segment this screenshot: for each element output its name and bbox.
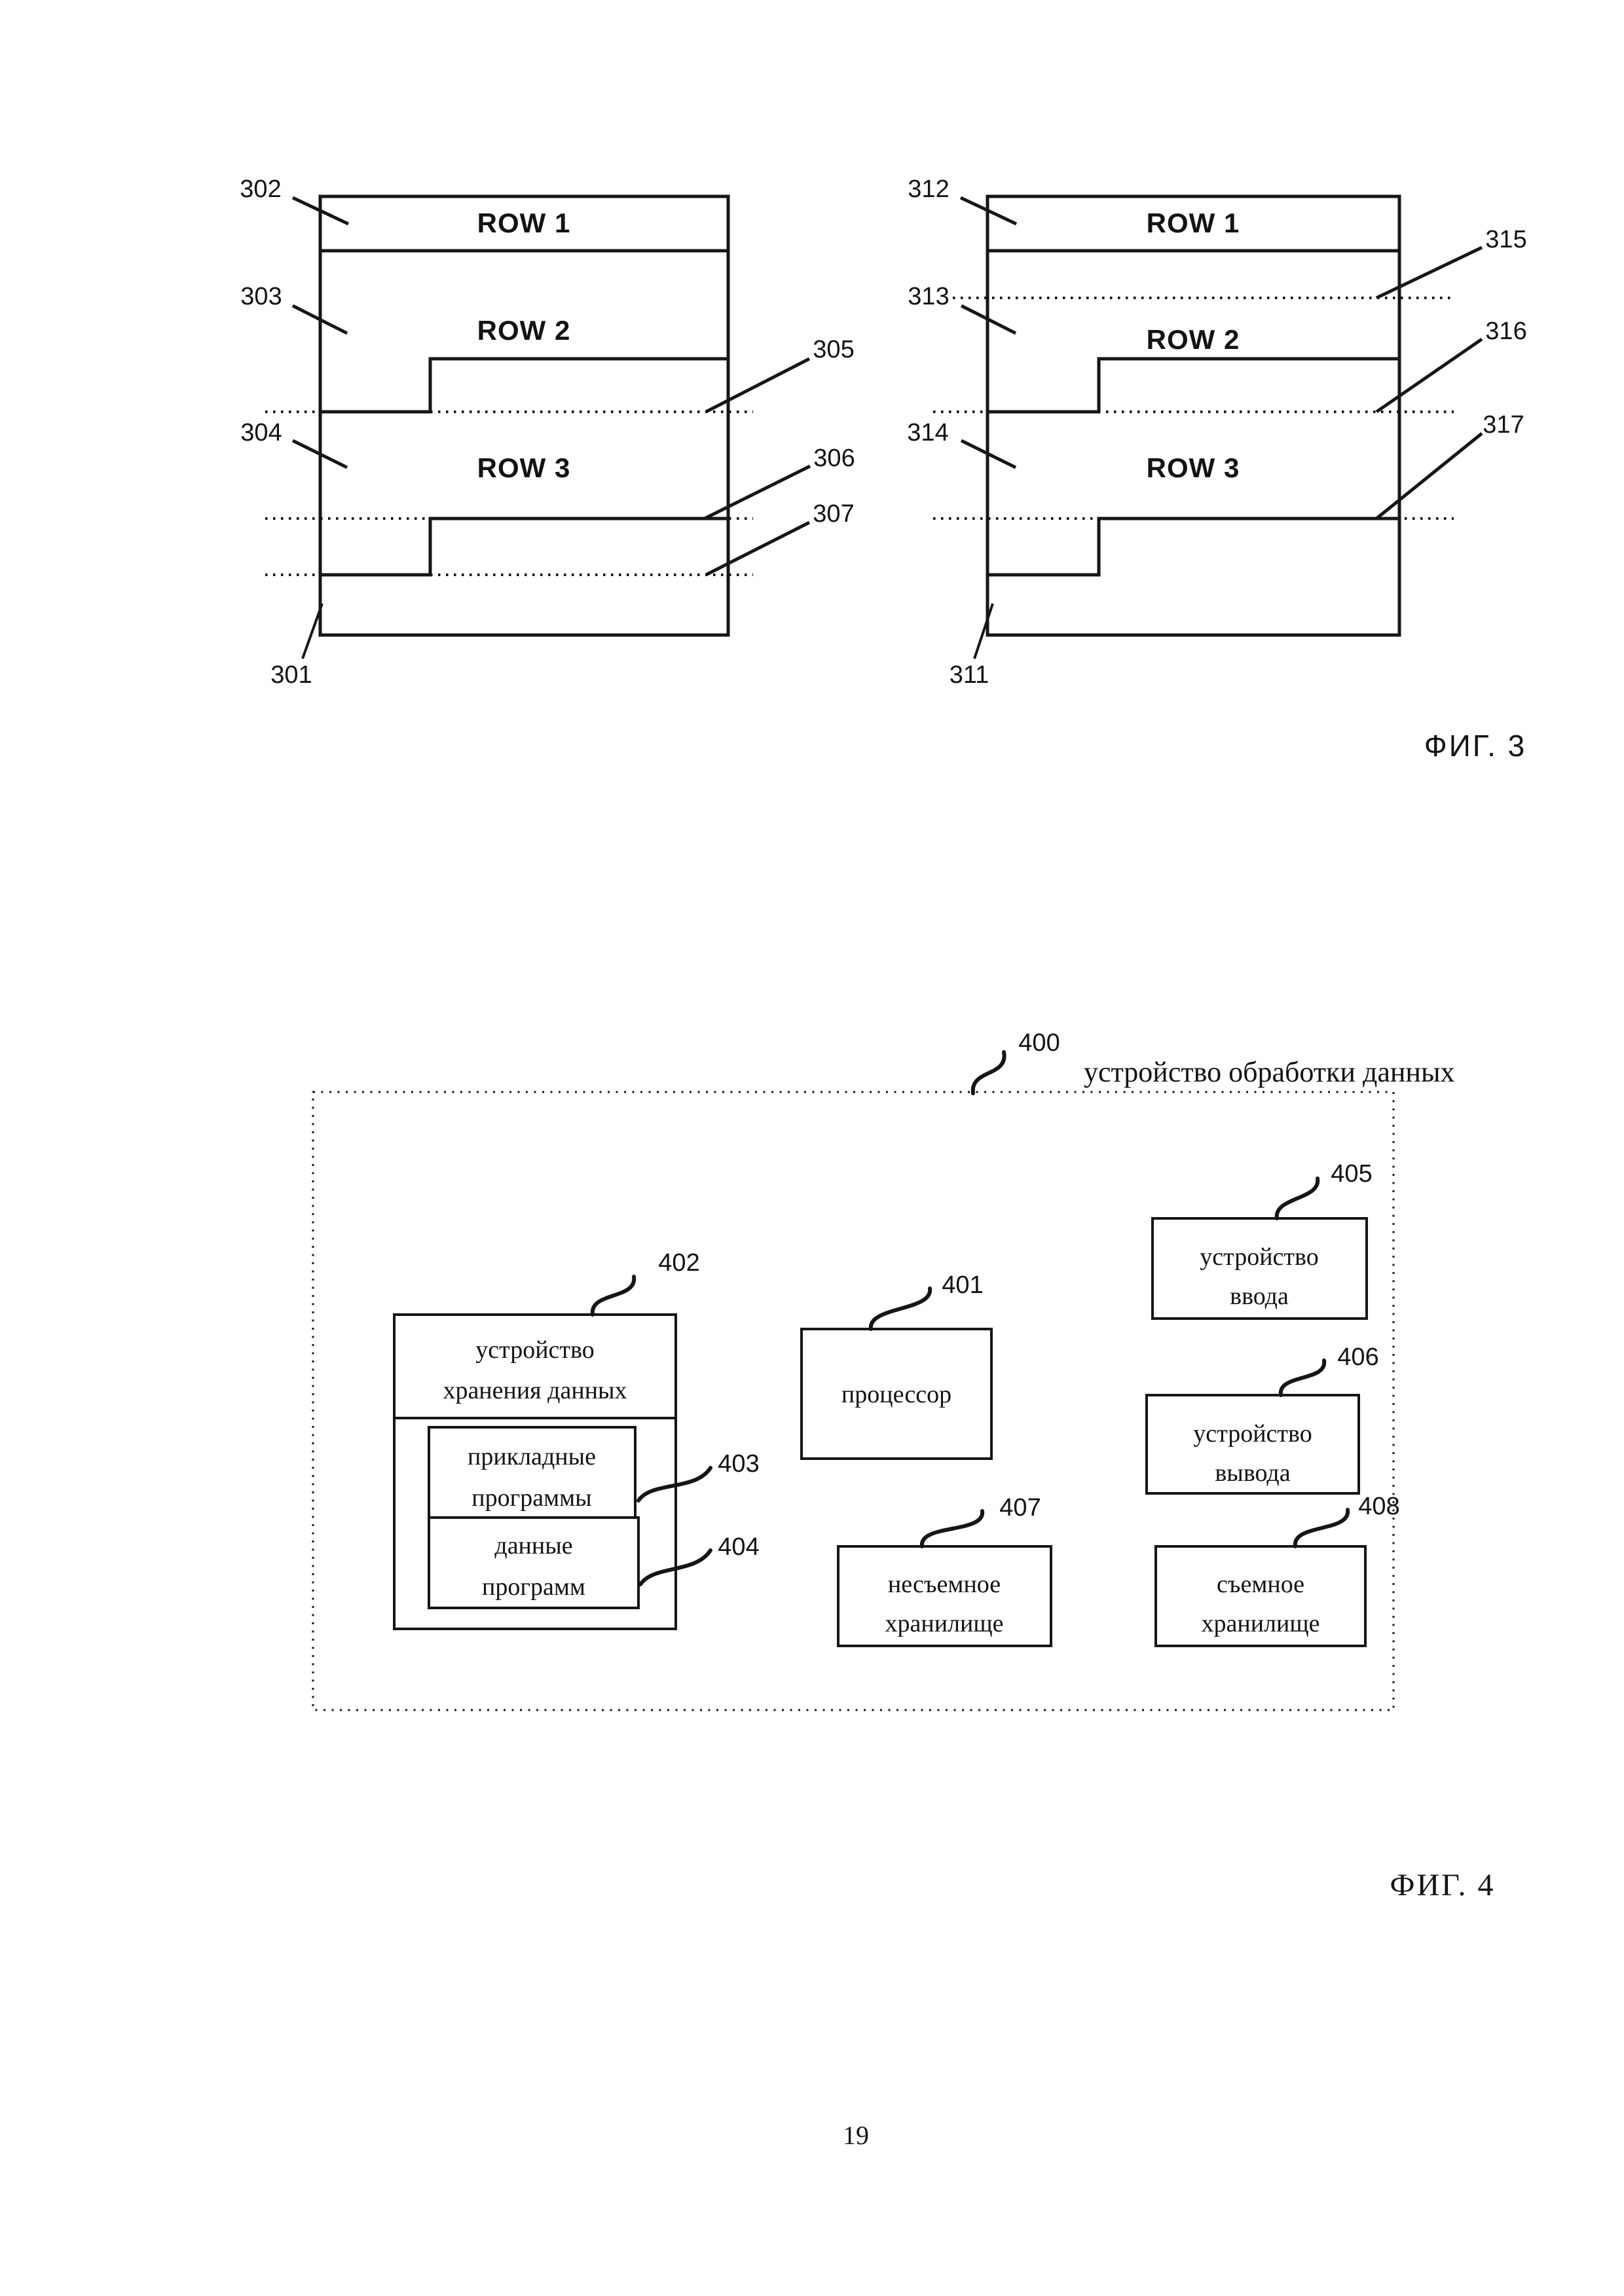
- ref-302: 302: [240, 175, 282, 203]
- removable-storage-line1: съемное: [1216, 1571, 1305, 1598]
- row3-step-line: [320, 519, 728, 575]
- ref-304: 304: [240, 419, 282, 446]
- leader-line-305: [706, 359, 809, 412]
- squiggle-leader-400: [973, 1052, 1005, 1093]
- device-title: устройство обработки данных: [1084, 1056, 1455, 1088]
- fig3-left-diagram: [240, 175, 855, 689]
- ref-305: 305: [813, 336, 855, 363]
- squiggle-leader-406: [1281, 1360, 1324, 1395]
- ref-303: 303: [240, 283, 282, 310]
- memory-array-outline: [987, 196, 1399, 635]
- squiggle-leader-405: [1277, 1178, 1318, 1218]
- squiggle-leader-402: [593, 1277, 634, 1315]
- output-device-line2: вывода: [1215, 1459, 1291, 1487]
- program-data-line2: программ: [482, 1573, 585, 1601]
- ref-401: 401: [942, 1271, 984, 1299]
- fig3-right-diagram: [907, 175, 1526, 689]
- application-programs-line2: программы: [471, 1484, 592, 1512]
- ref-404: 404: [718, 1533, 760, 1561]
- fig4-diagram: [313, 1029, 1455, 1710]
- ref-307: 307: [813, 500, 855, 528]
- ref-405: 405: [1331, 1160, 1373, 1188]
- ref-402: 402: [658, 1249, 700, 1277]
- nonremovable-storage-line1: несъемное: [887, 1571, 1001, 1598]
- leader-line-311: [974, 604, 993, 659]
- leader-line-315: [1376, 247, 1482, 298]
- ref-306: 306: [813, 445, 855, 472]
- row1-label: ROW 1: [1146, 208, 1240, 238]
- leader-line-317: [1376, 433, 1482, 519]
- removable-storage-line2: хранилище: [1201, 1610, 1320, 1637]
- leader-line-316: [1376, 339, 1482, 412]
- memory-array-outline: [320, 196, 728, 635]
- squiggle-leader-408: [1295, 1510, 1348, 1546]
- row2-label: ROW 2: [477, 315, 571, 346]
- processor-label: процессор: [841, 1381, 952, 1408]
- row3-label: ROW 3: [477, 452, 571, 483]
- ref-406: 406: [1337, 1343, 1379, 1371]
- ref-408: 408: [1358, 1493, 1400, 1520]
- row2-step-line: [320, 359, 728, 412]
- ref-407: 407: [999, 1494, 1041, 1522]
- fig4-caption: ФИГ. 4: [1390, 1868, 1496, 1903]
- row1-label: ROW 1: [477, 208, 571, 238]
- ref-316: 316: [1485, 318, 1527, 345]
- fig3-caption: ФИГ. 3: [1424, 729, 1527, 763]
- squiggle-leader-401: [871, 1288, 930, 1329]
- nonremovable-storage-line2: хранилище: [885, 1610, 1004, 1637]
- output-device-line1: устройство: [1193, 1420, 1312, 1448]
- input-device-line1: устройство: [1200, 1243, 1319, 1271]
- ref-403: 403: [718, 1450, 760, 1478]
- ref-313: 313: [908, 283, 950, 310]
- program-data-line1: данные: [494, 1532, 573, 1559]
- storage-device-label-line2: хранения данных: [443, 1377, 627, 1404]
- row3-step-line: [987, 519, 1399, 575]
- ref-314: 314: [907, 419, 949, 446]
- ref-301: 301: [270, 661, 312, 689]
- row3-label: ROW 3: [1146, 452, 1240, 483]
- input-device-line2: ввода: [1230, 1283, 1289, 1310]
- leader-line-307: [706, 522, 809, 575]
- ref-311: 311: [949, 661, 989, 689]
- application-programs-line1: прикладные: [467, 1443, 597, 1470]
- squiggle-leader-407: [922, 1511, 982, 1546]
- leader-line-306: [705, 466, 810, 519]
- row2-step-line: [987, 359, 1399, 412]
- ref-317: 317: [1483, 411, 1524, 439]
- ref-312: 312: [908, 175, 950, 203]
- ref-400: 400: [1018, 1029, 1060, 1057]
- ref-315: 315: [1485, 226, 1527, 253]
- storage-device-label-line1: устройство: [475, 1336, 595, 1364]
- page-number: 19: [843, 2121, 869, 2150]
- row2-label: ROW 2: [1146, 324, 1240, 355]
